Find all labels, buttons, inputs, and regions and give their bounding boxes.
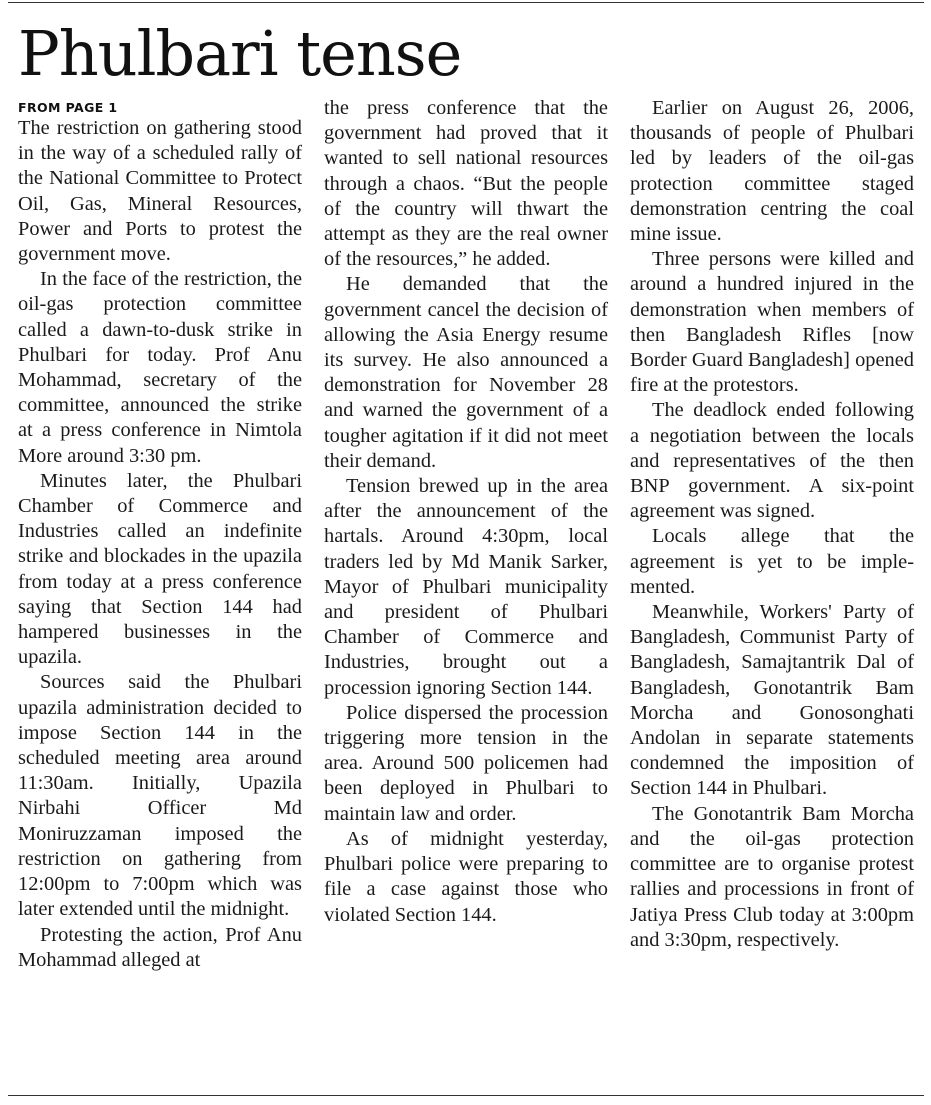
paragraph: He demanded that the government cancel the decision of allowing the Asia Energy resume its survey. He also announced a demonstration for November 28 and warned the government of a tougher agitation if it did not meet their demand. (324, 273, 608, 472)
paragraph: Locals allege that the agreement is yet to be implemented. (630, 525, 914, 598)
paragraph: Minutes later, the Phulbari Chamber of Commerce and Industries called an indefinite strike and blockades in the upazila from today at a press conference saying that Section 144 had hampered businesses in the upazila. (18, 469, 302, 669)
article-body (18, 96, 914, 1086)
column-3 (630, 96, 914, 1086)
paragraph: Earlier on August 26, 2006, thousands of people of Phulbari led by leaders of the oil-gas protection committee staged demonstration centring the coal mine issue. (630, 97, 914, 246)
paragraph: Meanwhile, Workers' Party of Bangladesh, Communist Party of Bangladesh, Samajtantrik Dal of Bangladesh, Gonotantrik Bam Morcha and Gonosonghati Andolan in separate statements condemned the imposition of Section 144 in Phulbari. (630, 601, 914, 800)
column-1 (18, 96, 302, 1086)
top-rule (8, 2, 924, 3)
bottom-rule (8, 1095, 924, 1096)
paragraph: The restriction on gathering stood in the way of a scheduled rally of the National Committee to Protect Oil, Gas, Mineral Resources, Power and Ports to protest the government move. (18, 117, 302, 266)
paragraph: the press conference that the government had proved that it wanted to sell national resources through a chaos. “But the people of the country will thwart the attempt as they are the real owner of the resources,” he added. (324, 97, 608, 271)
paragraph: Protesting the action, Prof Anu Mohammad alleged at (18, 923, 302, 971)
paragraph: The deadlock ended following a negotiation between the locals and representatives of the then BNP government. A six-point agreement was signed. (630, 399, 914, 523)
paragraph: In the face of the restriction, the oil-gas protection committee called a dawn-to-dusk strike in Phulbari for today. Prof Anu Mohammad, secretary of the committee, announced the strike at a press conference in Nimtola More around 3:30 pm. (18, 268, 302, 467)
paragraph: Three persons were killed and around a hundred injured in the demonstration when members of then Bangladesh Rifles [now Border Guard Bangladesh] opened fire at the protestors. (630, 248, 914, 397)
paragraph: Police dispersed the procession triggering more tension in the area. Around 500 policemen had been deployed in Phulbari to maintain law and order. (324, 701, 608, 825)
continuation-kicker: FROM PAGE 1 (18, 100, 118, 115)
paragraph: The Gonotantrik Bam Morcha and the oil-gas protection committee are to organise protest rallies and processions in front of Jatiya Press Club today at 3:00pm and 3:30pm, respectively. (630, 802, 914, 951)
paragraph: Tension brewed up in the area after the announcement of the hartals. Around 4:30pm, local traders led by Md Manik Sarker, Mayor of Phulbari municipality and president of Phulbari Chamber of Commerce and Industries, brought out a procession ignoring Section 144. (324, 475, 608, 699)
paragraph: As of midnight yesterday, Phulbari police were preparing to file a case against those who violated Section 144. (324, 827, 608, 926)
headline: Phulbari tense (18, 17, 462, 90)
column-2 (324, 96, 608, 1086)
paragraph: Sources said the Phulbari upazila administration decided to impose Section 144 in the scheduled meeting area around 11:30am. Initially, Upazila Nirbahi Officer Md Moniruzzaman imposed the restriction on gathering from 12:00pm to 7:00pm which was later extended until the midnight. (18, 671, 302, 921)
